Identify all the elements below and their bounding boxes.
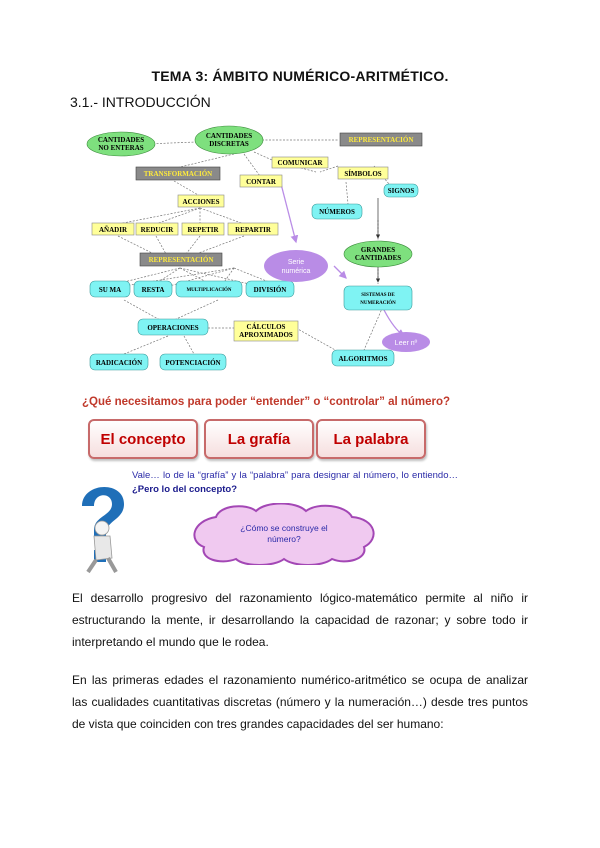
svg-text:CANTIDADES: CANTIDADES: [205, 132, 253, 140]
svg-text:REDUCIR: REDUCIR: [140, 226, 174, 234]
svg-text:ALGORITMOS: ALGORITMOS: [338, 355, 388, 363]
acciones-node: [178, 195, 224, 207]
svg-text:Leer nº: Leer nº: [394, 340, 418, 347]
concept-button: El concepto: [88, 419, 198, 459]
svg-text:NÚMEROS: NÚMEROS: [319, 208, 355, 216]
cloud-line-1: ¿Cómo se construye el: [240, 523, 328, 533]
contar-node: [240, 175, 282, 187]
svg-text:RADICACIÓN: RADICACIÓN: [95, 359, 143, 367]
potenciacion-node: [160, 354, 226, 370]
simbolos-node: [338, 167, 388, 179]
svg-text:SIGNOS: SIGNOS: [387, 187, 415, 195]
svg-text:CANTIDADES: CANTIDADES: [97, 136, 145, 144]
svg-text:CÁLCULOS: CÁLCULOS: [246, 323, 286, 331]
signos-node: [384, 184, 418, 197]
repetir-node: [182, 223, 224, 235]
svg-text:DIVISIÓN: DIVISIÓN: [253, 286, 287, 294]
svg-text:TRANSFORMACIÓN: TRANSFORMACIÓN: [143, 170, 213, 178]
paragraph-2: En las primeras edades el razonamiento numérico-aritmético se ocupa de analizar las cualidades cuantitativas discretas (número y la numeración…) desde tres puntos de vista que coinciden con tres grandes capacidades del ser humano:: [72, 673, 528, 731]
sistemas-numeracion-node: [344, 286, 412, 310]
comunicar-node: [272, 157, 328, 168]
svg-text:CANTIDADES: CANTIDADES: [354, 254, 402, 262]
svg-text:AÑADIR: AÑADIR: [99, 226, 127, 234]
page-title: TEMA 3: ÁMBITO NUMÉRICO-ARITMÉTICO.: [151, 68, 449, 84]
svg-text:GRANDES: GRANDES: [360, 246, 396, 254]
svg-text:REPETIR: REPETIR: [187, 226, 219, 234]
vale-sentence: Vale… lo de la “grafía” y la “palabra” para designar al número, lo entiendo…: [132, 470, 458, 481]
svg-text:MULTIPLICACIÓN: MULTIPLICACIÓN: [186, 288, 232, 293]
svg-text:APROXIMADOS: APROXIMADOS: [239, 331, 293, 339]
radicacion-node: [90, 354, 148, 370]
svg-text:DISCRETAS: DISCRETAS: [209, 140, 249, 148]
svg-text:SISTEMAS DE: SISTEMAS DE: [361, 293, 395, 298]
cloud-text: [186, 523, 382, 545]
concept-map: [84, 124, 440, 376]
svg-text:POTENCIACIÓN: POTENCIACIÓN: [165, 359, 221, 367]
svg-text:Serie: Serie: [287, 259, 305, 266]
grandes-cantidades-node: [344, 241, 412, 267]
cantidades-discretas-node: [195, 126, 263, 154]
paragraph-1: El desarrollo progresivo del razonamiento lógico-matemático permite al niño ir estructurando la mente, ir desarrollando la capacidad de razonar; y sobre todo ir interpretando el mundo que le rodea.: [72, 591, 528, 649]
svg-text:numérica: numérica: [281, 268, 311, 275]
serie-numerica-node: [264, 250, 328, 282]
representacion-mid-node: [140, 253, 222, 266]
section-heading: 3.1.- INTRODUCCIÓN: [70, 94, 211, 110]
grafia-button: La grafía: [204, 419, 314, 459]
svg-text:RESTA: RESTA: [141, 286, 165, 294]
calculos-aproximados-node: [234, 321, 298, 341]
transformacion-node: [136, 167, 220, 180]
repartir-node: [228, 223, 278, 235]
svg-text:SU MA: SU MA: [98, 286, 122, 294]
svg-text:REPARTIR: REPARTIR: [235, 226, 271, 234]
svg-text:REPRESENTACIÓN: REPRESENTACIÓN: [348, 136, 414, 144]
anadir-node: [92, 223, 134, 235]
representacion-top-node: [340, 133, 422, 146]
svg-text:CONTAR: CONTAR: [246, 178, 276, 186]
svg-text:REPRESENTACIÓN: REPRESENTACIÓN: [148, 256, 214, 264]
question-text: ¿Qué necesitamos para poder “entender” o “controlar” al número?: [82, 396, 451, 408]
palabra-button: La palabra: [316, 419, 426, 459]
suma-node: [90, 281, 130, 297]
svg-text:NO ENTERAS: NO ENTERAS: [98, 144, 144, 152]
vale-text: [132, 469, 458, 497]
numeros-node: [312, 204, 362, 219]
division-node: [246, 281, 294, 297]
cloud-line-2: número?: [267, 534, 301, 544]
leer-node: [382, 332, 430, 352]
svg-text:COMUNICAR: COMUNICAR: [277, 159, 323, 167]
svg-text:SÍMBOLOS: SÍMBOLOS: [344, 170, 382, 178]
vale-emphasis: ¿Pero lo del concepto?: [132, 484, 238, 495]
multiplicacion-node: [176, 281, 242, 297]
reducir-node: [136, 223, 178, 235]
svg-text:ACCIONES: ACCIONES: [182, 198, 220, 206]
cantidades-no-enteras-node: [87, 132, 155, 156]
question-mark-figure-icon: [74, 476, 132, 576]
operaciones-node: [138, 319, 208, 335]
svg-text:NUMERACIÓN: NUMERACIÓN: [360, 301, 396, 306]
resta-node: [134, 281, 172, 297]
svg-text:OPERACIONES: OPERACIONES: [147, 324, 199, 332]
algoritmos-node: [332, 350, 394, 366]
